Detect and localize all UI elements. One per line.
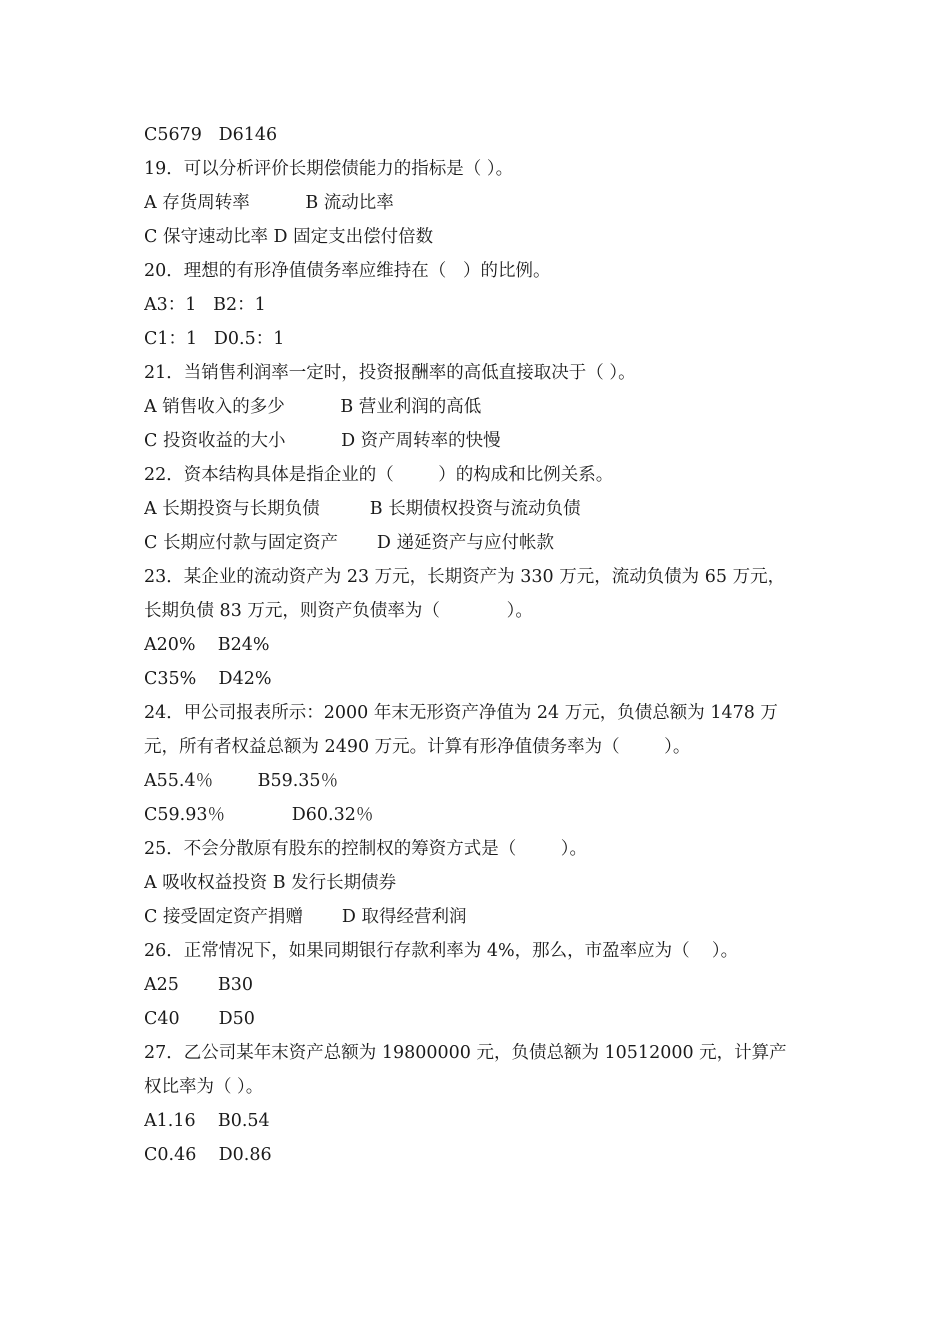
question-22-options-ab: A 长期投资与长期负债 B 长期债权投资与流动负债 (144, 499, 581, 519)
question-20-options-cd: C1：1 D0.5：1 (144, 329, 285, 349)
question-19-options-ab: A 存货周转率 B 流动比率 (144, 193, 394, 213)
question-26-options-cd: C40 D50 (144, 1009, 255, 1029)
question-24-stem: 24．甲公司报表所示：2000 年末无形资产净值为 24 万元，负债总额为 1478 万 (144, 703, 778, 723)
question-24-options-ab: A55.4％ B59.35％ (144, 771, 339, 791)
question-27-options-ab: A1.16 B0.54 (144, 1111, 270, 1131)
question-21-options-ab: A 销售收入的多少 B 营业利润的高低 (144, 397, 482, 417)
question-23-options-ab: A20% B24% (144, 635, 270, 655)
question-23-stem-cont: 长期负债 83 万元，则资产负债率为（ ）。 (144, 601, 533, 621)
question-26-stem: 26．正常情况下，如果同期银行存款利率为 4%，那么，市盈率应为（ ）。 (144, 941, 739, 961)
question-24-options-cd: C59.93％ D60.32％ (144, 805, 374, 825)
question-25-options-cd: C 接受固定资产捐赠 D 取得经营利润 (144, 907, 467, 927)
question-25-options-ab: A 吸收权益投资 B 发行长期债券 (144, 873, 397, 893)
question-20-options-ab: A3：1 B2：1 (144, 295, 266, 315)
text-line: C5679 D6146 (144, 125, 278, 145)
question-26-options-ab: A25 B30 (144, 975, 253, 995)
question-20-stem: 20．理想的有形净值债务率应维持在（ ）的比例。 (144, 261, 551, 281)
question-21-stem: 21．当销售利润率一定时，投资报酬率的高低直接取决于（ ）。 (144, 363, 636, 383)
question-25-stem: 25．不会分散原有股东的控制权的筹资方式是（ ）。 (144, 839, 588, 859)
question-21-options-cd: C 投资收益的大小 D 资产周转率的快慢 (144, 431, 501, 451)
question-24-stem-cont: 元，所有者权益总额为 2490 万元。计算有形净值债务率为（ ）。 (144, 737, 691, 757)
question-19-stem: 19．可以分析评价长期偿债能力的指标是（ ）。 (144, 159, 514, 179)
question-23-stem: 23．某企业的流动资产为 23 万元，长期资产为 330 万元，流动负债为 65 万元， (144, 567, 786, 587)
question-text-block (144, 118, 808, 1172)
question-22-stem: 22．资本结构具体是指企业的（ ）的构成和比例关系。 (144, 465, 614, 485)
question-27-options-cd: C0.46 D0.86 (144, 1145, 272, 1165)
question-27-stem-cont: 权比率为（ ）。 (144, 1077, 264, 1097)
question-22-options-cd: C 长期应付款与固定资产 D 递延资产与应付帐款 (144, 533, 554, 553)
question-19-options-cd: C 保守速动比率 D 固定支出偿付倍数 (144, 227, 434, 247)
question-23-options-cd: C35% D42% (144, 669, 272, 689)
question-27-stem: 27．乙公司某年末资产总额为 19800000 元，负债总额为 10512000 元，计算产 (144, 1043, 787, 1063)
